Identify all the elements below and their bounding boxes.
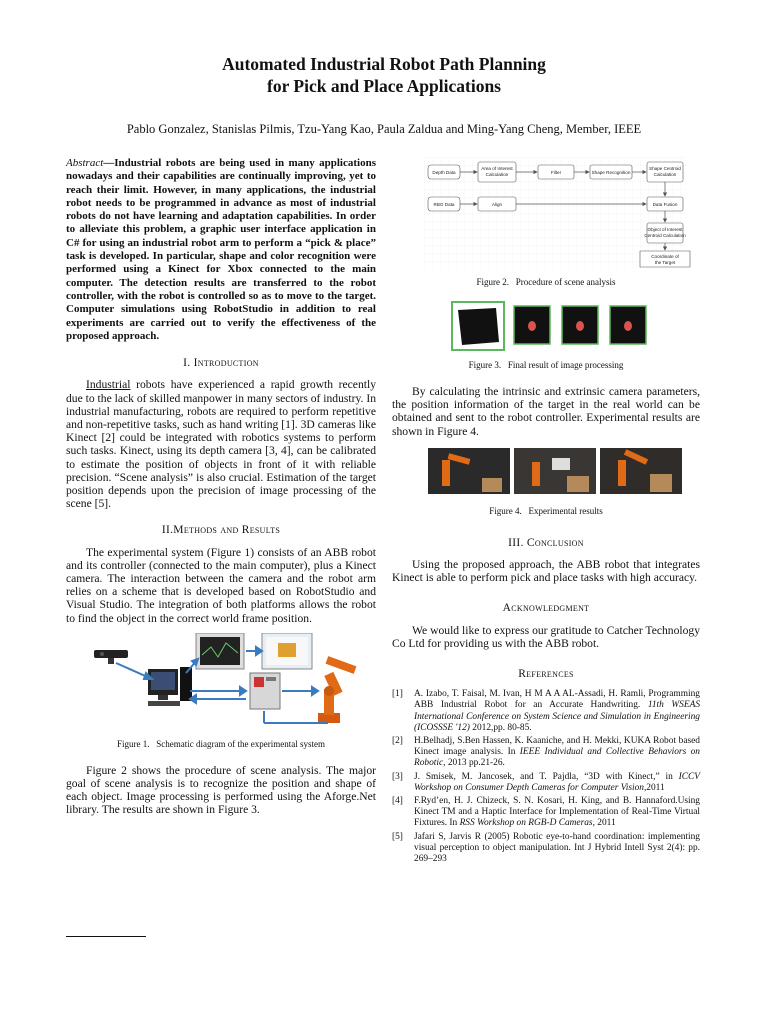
right-column	[392, 157, 700, 867]
reference-number: [5]	[392, 831, 403, 842]
figure-3-caption	[392, 360, 700, 371]
reference-item	[392, 796, 700, 830]
reference-text-part: 2012,pp. 80-85.	[469, 722, 532, 733]
reference-text-part: F.Ryd’en, H. J. Chizeck, S. N. Kosari, H. King, and B. Hannaford.Using Kinect TM and a Haptic Interface for Implementation of Real-Time Virtual Fixtures. In	[414, 796, 700, 829]
reference-text-part: , 2011	[592, 818, 616, 829]
reference-text-part: J. Smisek, M. Jancosek, and T. Pajdla, “3D with Kinect,” in	[414, 771, 679, 782]
camera-parameters-paragraph: By calculating the intrinsic and extrinsic camera parameters, the position information of the target in the real world can be obtained and sent to the robot controller. Experimental results are shown in Figure 4.	[392, 385, 700, 438]
section-number: III.	[508, 536, 524, 549]
section-heading-acknowledgment	[392, 602, 700, 615]
flow-label-align: Align	[491, 202, 503, 207]
figure-1-caption	[66, 739, 376, 750]
software-screenshot-2	[262, 633, 312, 669]
reference-venue: IEEE Individual and Collective Behaviors on Robotic	[414, 747, 700, 769]
processed-image-1	[452, 302, 504, 350]
processed-image-2	[514, 306, 550, 344]
methods-paragraph-1: The experimental system (Figure 1) consists of an ABB robot and its controller (connected to the main computer), plus a Kinect camera. The interaction between the camera and the robot arm relies on a scheme that is developed based on RobotStudio and Visual Studio. The integration of both platforms allows the robot to find the object in the correct world frame position.	[66, 545, 376, 625]
figure-caption-text: Procedure of scene analysis	[515, 277, 616, 287]
experiment-photo-2	[514, 448, 596, 494]
experiment-photo-3	[600, 448, 682, 494]
figure-2-flowchart	[392, 157, 700, 269]
computer-image	[148, 667, 192, 706]
abb-robot-image	[318, 656, 356, 723]
section-heading-introduction	[66, 357, 376, 370]
abstract	[66, 157, 376, 343]
flow-label-area: Area of Interest Calculation	[481, 166, 513, 177]
section-title: Conclusion	[526, 536, 584, 549]
figure-4-photos	[392, 448, 700, 496]
reference-venue: 11th WSEAS International Conference on System Science and Simulation in Engineering (ICOSSSE '12)	[414, 700, 701, 733]
section-number: I.	[183, 357, 191, 370]
reference-item	[392, 832, 700, 866]
methods-paragraph-2: Figure 2 shows the procedure of scene analysis. The major goal of scene analysis is to recognize the position and shape of each object. Image processing is performed using the Aforge.Net library. The results are shown in Figure 3.	[66, 763, 376, 817]
figure-caption-text: Schematic diagram of the experimental system	[156, 738, 325, 749]
reference-text-part: , 2013 pp.21-26.	[443, 758, 505, 769]
reference-text-part: H.Belhadj, S.Ben Hassen, K. Kaaniche, and H. Mekki, KUKA Robot based Kinect image analysis. In	[414, 736, 700, 758]
footnote-rule	[66, 936, 146, 937]
reference-text-part: Jafari S, Jarvis R (2005) Robotic eye-to-hand coordination: implementing visual perception to object manipulation. Int J Hybrid Intell Syst 2(4): pp. 269–293	[414, 831, 700, 865]
reference-text-part: ,2011	[643, 782, 665, 793]
reference-text	[414, 689, 700, 734]
figure-label: Figure 3.	[468, 360, 502, 370]
flow-label-coord: Coordinate of the Target	[651, 254, 679, 265]
reference-text	[414, 736, 700, 770]
section-heading-references	[392, 668, 700, 681]
robot-controller-image	[250, 673, 280, 709]
acknowledgment-paragraph: We would like to express our gratitude to Catcher Technology Co Ltd for providing us with the ABB robot.	[392, 623, 700, 650]
introduction-paragraph	[66, 378, 376, 510]
reference-item	[392, 689, 700, 734]
processed-image-3	[562, 306, 598, 344]
section-title: Acknowledgment	[502, 602, 590, 615]
intro-text: robots have experienced a rapid growth recently due to the lack of skilled manpower in many sectors of industry. In industrial manufacturing, robots are required to perform repetitive and non-repetitive tasks, such as hand writing [1]. 3D cameras like Kinect [2] could be integrated with robotics systems to perform such tasks. Kinect, using its depth camera [3, 4], can be calibrated to estimate the position of objects in front of it with reliable precision. “Scene analysis” is also crucial. Estimation of the target position depends upon the precision of image processing of the scene [5].	[66, 378, 376, 511]
reference-venue: ICCV Workshop on Consumer Depth Cameras for Computer Vision	[414, 771, 700, 793]
figure-caption-text: Final result of image processing	[507, 360, 624, 370]
figure-label: Figure 4.	[489, 505, 522, 516]
flow-label-data-fusion: Data Fusion	[652, 202, 678, 207]
flow-label-object: Object of Interest Centroid Calculation	[644, 227, 686, 238]
section-number: II.	[161, 524, 174, 537]
reference-text	[414, 832, 700, 866]
figure-2-caption	[392, 277, 700, 288]
flow-label-centroid: Shape Centroid Calculation	[649, 166, 681, 177]
figure-1-diagram	[66, 633, 376, 733]
reference-list	[392, 689, 700, 865]
section-heading-methods	[66, 524, 376, 537]
abstract-text: —Industrial robots are being used in many applications nowadays and their capabilities are continually improving, yet to reach their limit. However, in many applications, the industrial robot needs to be programmed in advance as most of industrial robots do not have learning and adaptation capabilities. In order to alleviate this problem, a graphic user interface application in C# for using an industrial robot arm to perform a “pick & place” task is developed. In particular, shape and color recognition were performed using a Kinect for Xbox connected to the main computer. The detection results are transferred to the robot controller, with the robot is controlled so as to move to the target. Computer simulations using RobotStudio in addition to real experiments are carried out to verify the effectiveness of the proposed approach.	[66, 157, 376, 342]
reference-item	[392, 772, 700, 794]
conclusion-paragraph: Using the proposed approach, the ABB robot that integrates Kinect is able to perform pick and place tasks with high accuracy.	[392, 558, 700, 585]
title-line-2: for Pick and Place Applications	[267, 76, 501, 96]
software-screenshot-1	[196, 633, 244, 669]
reference-item	[392, 736, 700, 770]
reference-number: [4]	[392, 796, 403, 807]
title-line-1: Automated Industrial Robot Path Planning	[222, 54, 546, 74]
paper-title	[0, 53, 768, 97]
kinect-camera-image	[94, 650, 128, 664]
left-column	[66, 157, 376, 817]
reference-number: [2]	[392, 736, 403, 747]
processed-image-4	[610, 306, 646, 344]
section-heading-conclusion	[392, 537, 700, 550]
flow-label-rgb: RBG Data	[433, 202, 455, 207]
figure-caption-text: Experimental results	[528, 505, 603, 516]
reference-text	[414, 796, 700, 830]
intro-first-word: Industrial	[86, 378, 131, 392]
flow-label-filter: Filter	[550, 170, 562, 175]
figure-label: Figure 2.	[476, 277, 510, 287]
reference-text-part: A. Izabo, T. Faisal, M. Ivan, H M A A AL-Assadi, H. Ramli, Programming ABB Industrial Robot for an Accurate Handwriting.	[414, 689, 700, 711]
reference-text	[414, 772, 700, 794]
reference-venue: RSS Workshop on RGB-D Cameras	[459, 818, 593, 829]
reference-number: [1]	[392, 689, 403, 700]
flow-label-shape: Shape Recognition	[591, 170, 631, 175]
section-title: Methods and Results	[173, 524, 281, 537]
reference-number: [3]	[392, 771, 403, 782]
section-title: References	[518, 668, 574, 681]
author-list: Pablo Gonzalez, Stanislas Pilmis, Tzu-Yang Kao, Paula Zaldua and Ming-Yang Cheng, Member, IEEE	[126, 122, 642, 136]
figure-3-images	[392, 300, 700, 354]
flow-label-depth: Depth Data	[432, 170, 456, 175]
figure-label: Figure 1.	[117, 738, 150, 749]
abstract-label: Abstract	[66, 157, 104, 169]
figure-4-caption	[392, 506, 700, 517]
section-title: Introduction	[193, 357, 259, 370]
experiment-photo-1	[428, 448, 510, 494]
